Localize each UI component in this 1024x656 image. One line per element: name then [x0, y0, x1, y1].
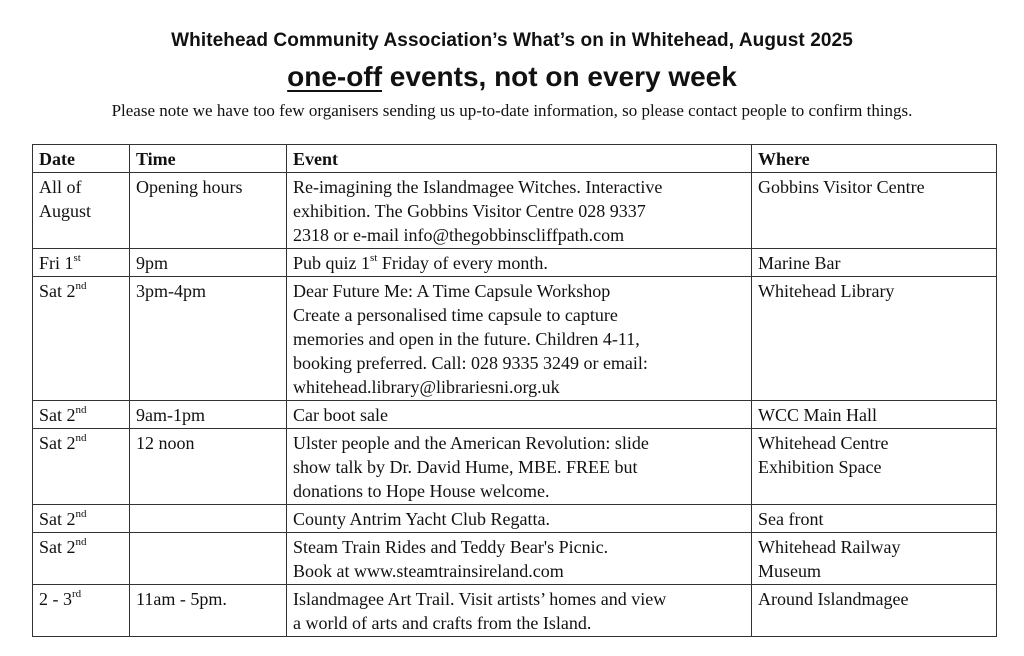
table-row: [33, 585, 997, 637]
table-header-row: [33, 145, 997, 173]
cell-event: [287, 277, 752, 401]
event-line: Islandmagee Art Trail. Visit artists’ homes and view: [293, 589, 667, 609]
where-line: Around Islandmagee: [758, 589, 909, 609]
table-row: [33, 173, 997, 249]
date-text: Sat 2: [39, 405, 76, 425]
page-subtitle: [0, 61, 1024, 93]
event-line: Ulster people and the American Revolution: slide: [293, 433, 649, 453]
cell-event: [287, 249, 752, 277]
where-line: Gobbins Visitor Centre: [758, 177, 925, 197]
event-line: show talk by Dr. David Hume, MBE. FREE but: [293, 457, 638, 477]
header-event: Event: [287, 145, 752, 173]
date-text: 2 - 3: [39, 589, 72, 609]
date-suffix: nd: [75, 508, 87, 520]
cell-date: [33, 277, 130, 401]
event-suffix: st: [370, 252, 378, 264]
subtitle-emphasis: one-off: [287, 61, 383, 92]
cell-time: [130, 533, 287, 585]
table-row: [33, 249, 997, 277]
cell-where: [752, 401, 997, 429]
where-line: Marine Bar: [758, 253, 841, 273]
event-line: memories and open in the future. Children 4-11,: [293, 329, 640, 349]
where-line: Whitehead Railway: [758, 537, 901, 557]
header-date: Date: [33, 145, 130, 173]
date-text: Fri 1: [39, 253, 74, 273]
cell-time: 3pm-4pm: [130, 277, 287, 401]
cell-time: 12 noon: [130, 429, 287, 505]
date-suffix: nd: [75, 280, 87, 292]
events-table: [32, 144, 997, 637]
date-suffix: nd: [75, 432, 87, 444]
cell-date: [33, 401, 130, 429]
date-text: All of August: [39, 177, 92, 221]
cell-event: [287, 533, 752, 585]
cell-event: [287, 505, 752, 533]
cell-date: [33, 585, 130, 637]
cell-where: [752, 173, 997, 249]
event-line: 2318 or e-mail info@thegobbinscliffpath.com: [293, 225, 625, 245]
where-line: Whitehead Centre: [758, 433, 889, 453]
cell-time: 9am-1pm: [130, 401, 287, 429]
cell-where: [752, 533, 997, 585]
cell-time: 9pm: [130, 249, 287, 277]
cell-event: [287, 401, 752, 429]
date-text: Sat 2: [39, 281, 76, 301]
date-suffix: st: [73, 252, 81, 264]
cell-date: [33, 533, 130, 585]
date-suffix: rd: [72, 588, 82, 600]
event-line: a world of arts and crafts from the Island.: [293, 613, 592, 633]
cell-where: [752, 585, 997, 637]
date-suffix: nd: [75, 536, 87, 548]
event-line: whitehead.library@librariesni.org.uk: [293, 377, 560, 397]
page-title: Whitehead Community Association’s What’s on in Whitehead, August 2025: [171, 30, 853, 51]
event-line: Create a personalised time capsule to capture: [293, 305, 618, 325]
event-line: County Antrim Yacht Club Regatta.: [293, 509, 551, 529]
cell-date: [33, 249, 130, 277]
date-text: Sat 2: [39, 537, 76, 557]
cell-where: [752, 429, 997, 505]
event-line: Dear Future Me: A Time Capsule Workshop: [293, 281, 611, 301]
date-suffix: nd: [75, 404, 87, 416]
cell-where: [752, 505, 997, 533]
where-line: Sea front: [758, 509, 824, 529]
cell-time: [130, 505, 287, 533]
event-line: Re-imagining the Islandmagee Witches. Interactive: [293, 177, 663, 197]
event-text: Friday of every month.: [377, 253, 548, 273]
event-text: Pub quiz 1: [293, 253, 371, 273]
cell-event: [287, 173, 752, 249]
date-text: Sat 2: [39, 433, 76, 453]
table-row: [33, 277, 997, 401]
cell-date: [33, 173, 130, 249]
event-line: exhibition. The Gobbins Visitor Centre 028 9337: [293, 201, 646, 221]
header-time: Time: [130, 145, 287, 173]
event-line: Car boot sale: [293, 405, 388, 425]
cell-time: Opening hours: [130, 173, 287, 249]
notice-text: Please note we have too few organisers sending us up-to-date information, so please contact people to confirm things.: [111, 101, 913, 120]
where-line: Exhibition Space: [758, 457, 882, 477]
table-row: [33, 429, 997, 505]
cell-date: [33, 505, 130, 533]
where-line: Whitehead Library: [758, 281, 895, 301]
cell-event: [287, 585, 752, 637]
where-line: WCC Main Hall: [758, 405, 877, 425]
header-where: Where: [752, 145, 997, 173]
cell-where: [752, 249, 997, 277]
table-row: [33, 533, 997, 585]
cell-date: [33, 429, 130, 505]
event-line: booking preferred. Call: 028 9335 3249 or email:: [293, 353, 648, 373]
where-line: Museum: [758, 561, 821, 581]
date-text: Sat 2: [39, 509, 76, 529]
event-line: donations to Hope House welcome.: [293, 481, 550, 501]
subtitle-text: events, not on every week: [382, 61, 737, 92]
cell-event: [287, 429, 752, 505]
table-row: [33, 401, 997, 429]
table-row: [33, 505, 997, 533]
event-line: Book at www.steamtrainsireland.com: [293, 561, 564, 581]
event-line: Steam Train Rides and Teddy Bear's Picnic.: [293, 537, 609, 557]
cell-time: 11am - 5pm.: [130, 585, 287, 637]
cell-where: [752, 277, 997, 401]
